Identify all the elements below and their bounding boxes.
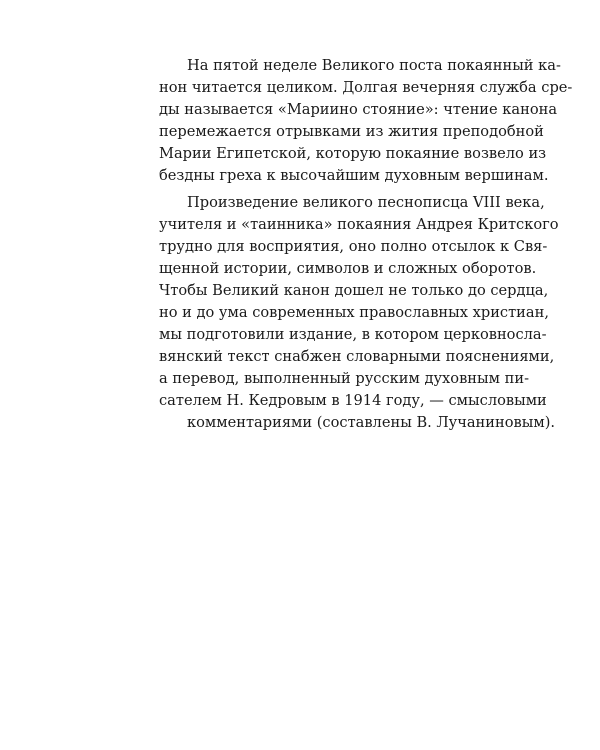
text-line: Марии Египетской, которую покаяние возвело из [159,145,547,162]
paragraph-2 [159,192,559,434]
text-line: комментариями (составлены В. Лучаниновым). [187,414,556,431]
paragraph-1 [159,55,573,187]
text-line: Чтобы Великий канон дошел не только до сердца, [159,282,549,299]
text-line: а перевод, выполненный русским духовным пи- [159,370,529,387]
text-line: трудно для восприятия, оно полно отсылок к Свя- [159,238,548,255]
text-line: учителя и «таинника» покаяния Андрея Критского [159,216,559,233]
text-line: но и до ума современных православных христиан, [159,304,549,321]
text-line: сателем Н. Кедровым в 1914 году, — смысловыми [159,392,547,409]
text-line: нон читается целиком. Долгая вечерняя служба сре- [159,79,573,96]
text-line: щенной истории, символов и сложных оборотов. [159,260,537,277]
text-line: На пятой неделе Великого поста покаянный ка- [187,57,561,74]
text-line: вянский текст снабжен словарными пояснениями, [159,348,555,365]
body-text [159,55,573,434]
text-line: Произведение великого песнописца VIII века, [187,194,545,211]
text-line: ды называется «Мариино стояние»: чтение канона [159,101,558,118]
text-line: бездны греха к высочайшим духовным вершинам. [159,167,549,184]
text-line: мы подготовили издание, в котором церковносла- [159,326,547,343]
text-line: перемежается отрывками из жития преподобной [159,123,544,140]
